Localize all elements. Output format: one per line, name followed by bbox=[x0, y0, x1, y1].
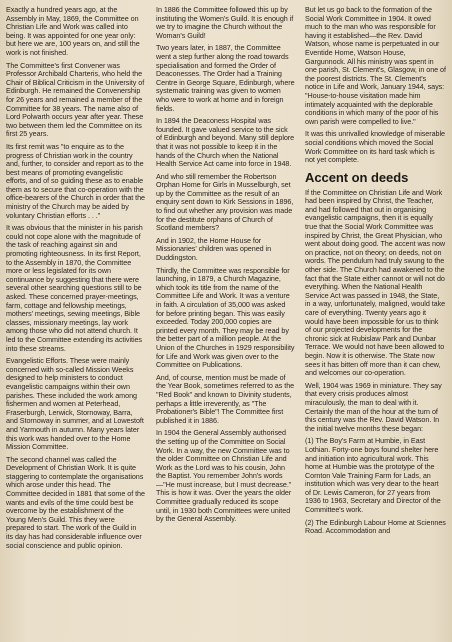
paragraph: It was obvious that the minister in his parish could not cope alone with the magnitude of the task of reaching against sin and promoting righteousness. In its first Report, to the Assembly in 1870, the Committee more or less legislated for its own continuance by suggesting that there were several other searching questions still to be asked. These concerned prayer-meetings, farm, cottage and fellowship meetings, mothers' meetings, sewing meetings, Bible classes, missionary meetings, lay work among those who did not attend church. It led to the Committee extending its activities into these streams. bbox=[6, 223, 143, 353]
paragraph: The Committee's first Convener was Professor Archibald Charteris, who held the Chair of Biblical Criticism in the University of Edinburgh. He remained the Convenership for 26 years and remained a member of the Committee for 38 years. The name also of Lord Polwarth occurs year after year. These two between them led the Committee on its first 25 years. bbox=[6, 60, 145, 139]
paragraph: Thirdly, the Committee was responsible for launching, in 1879, a Church Magazine, which took its title from the name of the Committee Life and Work. It was a venture in faith. A circulation of 35,000 was asked for before printing began. This was easily exceeded. Today 200,000 copies are printed every month. They may be read by the better part of a million people. At the Union of the Churches in 1929 responsibility for Life and Work was given over to the Committee on Publications. bbox=[156, 265, 295, 370]
paragraph: If the Committee on Christian Life and Work had been inspired by Christ, the Teacher, and had followed that out in organising evangelistic campaigns, then it is equally true that the Social Work Committee was inspired by Christ, the Great Physician, who went about doing good. The accent was now on practice, not on theory; on deeds, not on words. The pendulum had truly swung to the other side. The Church had awakened to the fact that the State either cannot or will not do everything. When the National Health Service Act was passed in 1948, the State, in a way, unfortunately, maligned, would take care of everything. Twenty years ago it would have been impossible for us to think of our projected developments for the chronic sick at Rubislaw Park and Dunbar Terrace. We would not have been allowed to begin. Now it is otherwise. The State now sees it has bitten off more than it can chew, and welcomes our co-operation. bbox=[305, 187, 446, 378]
paragraph: It was this unrivalled knowledge of miserable social conditions which moved the Social Work Committee on its hard task which is not yet complete. bbox=[305, 129, 445, 165]
paragraph: (2) The Edinburgh Labour Home at Sciennes Road. Accommodation and bbox=[305, 517, 446, 536]
text-column-3 bbox=[305, 6, 446, 642]
paragraph: In 1894 the Deaconess Hospital was founded. It gave valued service to the sick of Edinburgh and beyond. Many still deplore that it was not possible to keep it in the hands of the Church when the National Health Service Act came into force in 1948. bbox=[156, 116, 295, 169]
paragraph: In 1904 the General Assembly authorised the setting up of the Committee on Social Work. In a way, the new Committee was to the older Committee on Christian Life and Work as the Lord was to his cousin, John the Baptist. You remember John's words—"He must increase, but I must decrease." This is how it was. Over the years the older Committee gradually reduced its scope until, in 1930 both Committees were united by the General Assembly. bbox=[156, 428, 292, 524]
paragraph: The second channel was called the Development of Christian Work. It is quite staggering to contemplate the organisations which arose under this head. The Committee decided in 1881 that some of the wants and evils of the time could best be overcome by the establishment of the Young Men's Guild. This they were prepared to start. The work of the Guild in its day has had considerable influence over social conscience and public opinion. bbox=[6, 454, 145, 550]
text-column-2 bbox=[156, 6, 295, 642]
paragraph: And, of course, mention must be made of the Year Book, sometimes referred to as the "Red Book" and known to Divinity students, perhaps a little irreverently, as "The Probationer's Bible"! The Committee first published it in 1886. bbox=[156, 372, 295, 425]
paragraph: In 1886 the Committee followed this up by instituting the Women's Guild. It is enough if we try to imagine the Church without the Woman's Guild! bbox=[156, 6, 294, 40]
paragraph: Two years later, in 1887, the Committee went a step further along the road towards specialisation and formed the Order of Deaconesses. The Order had a Training Centre in George Square, Edinburgh, where systematic training was given to women who were to work at home and in foreign fields. bbox=[156, 43, 295, 113]
paragraph: (1) The Boy's Farm at Humbie, in East Lothian. Forty-one boys found shelter here and initiation into agricultural work. This home at Humbie was the prototype of the Cornton Vale Training Farm for Lads, an institution which was very dear to the heart of Dr. Lewis Cameron, for 27 years from 1936 to 1963, Secretary and Director of the Committee's work. bbox=[305, 436, 441, 515]
paragraph: But let us go back to the formation of the Social Work Committee in 1904. It owed much to the man who was responsible for having it established—the Rev. David Watson, whose name is perpetuated in our Eventide Home, Watson House, Gargunnock. All his ministry was spent in one parish, St. Clement's, Glasgow, in one of the poorest districts. The St. Clement's notice in Life and Work, January 1944, says: "House-to-house visitation made him intimately acquainted with the deplorable conditions in which many of the poor of his own parish were compelled to live." bbox=[305, 6, 446, 126]
paragraph: Well, 1904 was 1969 in miniature. They say that every crisis produces almost miraculously, the man to deal with it. Certainly the man of the hour at the turn of this century was the Rev. David Watson. In the initial twelve months these began: bbox=[305, 380, 442, 433]
paragraph: Exactly a hundred years ago, at the Assembly in May, 1869, the Committee on Christian Life and Work was called into being. It was appointed for one year only: but here we are, 100 years on, and still the work is not finished. bbox=[6, 6, 140, 57]
section-heading: Accent on deeds bbox=[305, 169, 409, 185]
paragraph: Evangelistic Efforts. These were mainly concerned with so-called Mission Weeks designed to help ministers to conduct evangelistic campaigns within their own parishes. These included the work among fishermen and women at Peterhead, Fraserburgh, Lerwick, Stornoway, Barra, and Stornoway in summer, and at Lowestoft and Yarmouth in autumn. Many years later this work was handed over to the Home Mission Committee. bbox=[6, 356, 144, 452]
paragraph: And in 1902, the Home House for Missionaries' children was opened in Duddingston. bbox=[156, 235, 272, 263]
paragraph: Its first remit was "to enquire as to the progress of Christian work in the country and, further, to consider and report as to the best means of promoting evangelistic efforts, and of so guiding these as to enable them as to secure that co-operation with the office-bearers of the Church in order that the ministry of the Church may be aided by voluntary Christian efforts . . ." bbox=[6, 141, 145, 220]
paragraph: And who still remember the Robertson Orphan Home for Girls in Musselburgh, set up by the Committee as the result of an enquiry sent down to Kirk Sessions in 1896, to find out whether any provision was made for the destitute orphans of Church of Scotland members? bbox=[156, 171, 294, 233]
text-column-1 bbox=[6, 6, 145, 642]
